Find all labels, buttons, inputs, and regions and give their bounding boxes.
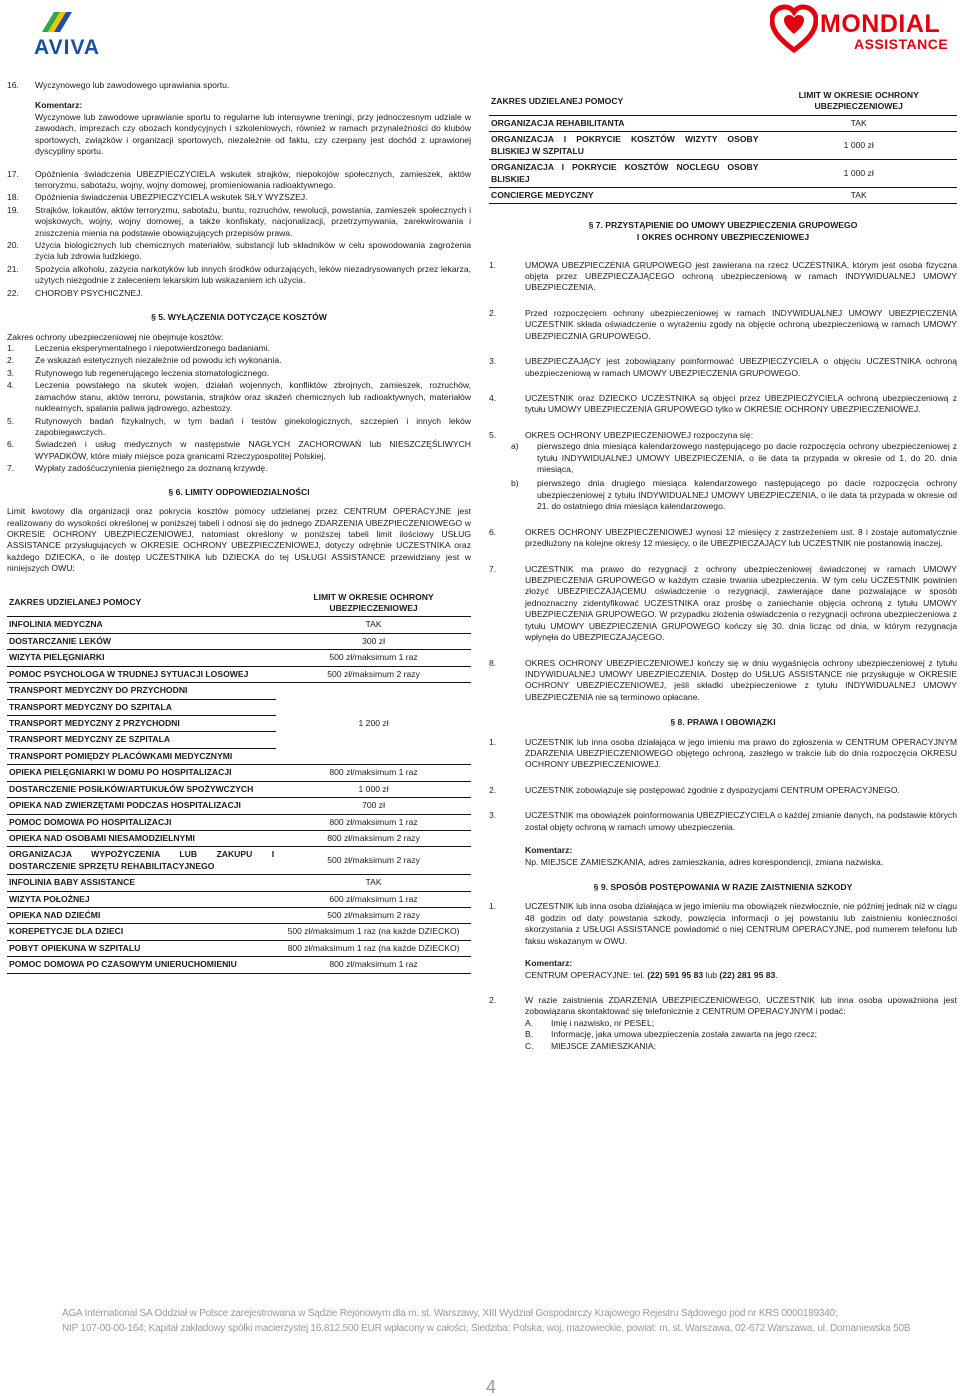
aviva-logo bbox=[34, 10, 114, 59]
limit-cell: TAK bbox=[276, 617, 471, 633]
mondial-wordmark: MONDIAL bbox=[820, 10, 941, 38]
section-6-text: Limit kwotowy dla organizacji oraz pokrycia kosztów pomocy udzielanej przez CENTRUM OPERACYJNE jest realizowany do wysokości określonej w poniższej tabeli i odnosi się do jednego ZDARZENIA UBEZPIECZENIOWEGO w OKRESIE OCHRONY UBEZPIECZENIOWEJ, natomiast określony w poniższej tabeli limit ilościowy USŁUG ASSISTANCE przysługujących w OKRESIE OCHRONY UBEZPIECZENIOWEJ, dotyczy odrębnie UCZESTNIKA oraz każdego DZIECKA, o ile dostęp UCZESTNIKA lub DZIECKA do tej USŁUGI ASSISTANCE przewidziany jest w niniejszych OWU: bbox=[7, 506, 471, 574]
list-item: 5. OKRES OCHRONY UBEZPIECZENIOWEJ rozpoczyna się: bbox=[489, 429, 754, 440]
section-8-title: § 8. PRAWA I OBOWIĄZKI bbox=[670, 717, 776, 728]
scope-cell: ORGANIZACJA I POKRYCIE KOSZTÓW NOCLEGU OSOBY BLISKIEJ bbox=[489, 160, 760, 188]
section-8-list bbox=[489, 737, 957, 834]
exclusion-list bbox=[7, 169, 471, 300]
scope-cell: DOSTARCZANIE LEKÓW bbox=[7, 633, 276, 649]
scope-cell: WIZYTA PIELĘGNIARKI bbox=[7, 650, 276, 666]
table-row bbox=[7, 683, 471, 699]
sublist-item: B. Informację, jaka umowa ubezpieczenia została zawarta na jego rzecz; bbox=[525, 1029, 818, 1040]
table-header-row bbox=[489, 88, 957, 115]
scope-cell: INFOLINIA MEDYCZNA bbox=[7, 617, 276, 633]
table-row bbox=[7, 957, 471, 973]
column-header-scope: ZAKRES UDZIELANEJ POMOCY bbox=[489, 88, 760, 115]
scope-cell: TRANSPORT MEDYCZNY DO PRZYCHODNI bbox=[7, 683, 276, 699]
limit-cell: 600 zł/maksimum 1 raz bbox=[276, 891, 471, 907]
list-item: 2. Przed rozpoczęciem ochrony ubezpieczeniowej w ramach INDYWIDUALNEJ UMOWY UBEZPIECZENIA UCZESTNIK składa oświadczenie o wyrażeniu zgody na objęcie ochroną ubezpieczeniową w ramach UMOWY UBEZPIECZNIA GRUPOWEGO. bbox=[489, 307, 957, 341]
comment-sport bbox=[7, 100, 471, 157]
limit-cell: 1 000 zł bbox=[760, 160, 957, 188]
table-row bbox=[7, 847, 471, 875]
limit-cell: 500 zł/maksimum 2 razy bbox=[276, 908, 471, 924]
scope-cell: ORGANIZACJA REHABILITANTA bbox=[489, 115, 760, 131]
limits-table-right bbox=[489, 88, 957, 204]
exclusion-item-16: 16. Wyczynowego lub zawodowego uprawiania sportu. bbox=[7, 80, 230, 90]
comment-phone bbox=[489, 958, 957, 981]
section-5-list bbox=[7, 343, 471, 475]
list-item: 4. Leczenia powstałego na skutek wojen, działań wojennych, konfliktów zbrojnych, zamieszek, rozruchów, zamachów stanu, aktów terroru, powstania, strajków oraz skażeń chemicznych lub radioaktywnych, materiałów nuklearnych, spalania paliwa jądrowego, azbestozy. bbox=[7, 380, 471, 414]
limit-cell: 300 zł bbox=[276, 633, 471, 649]
list-item: 1. UCZESTNIK lub inna osoba działająca w jego imieniu ma prawo do zgłoszenia w CENTRUM OPERACYJNYM ZDARZENIA UBEZPIECZENIOWEGO objętego ochroną, zaszłego w trakcie lub do dnia rozpoczęcia OKRESU OCHRONY UBEZPIECZENIOWEJ. bbox=[489, 736, 957, 770]
table-row bbox=[7, 781, 471, 797]
list-item: 19. Strajków, lokautów, aktów terroryzmu, sabotażu, buntu, rozruchów, rewolucji, powstania, zamieszek społecznych i wojskowych, wojny, wojny domowej, a także konfiskaty, nacjonalizacji, przetrzymywania, zarekwirowania i zniszczenia mienia na podstawie obowiązujących przepisów prawa. bbox=[7, 204, 471, 238]
list-item: 2. Ze wskazań estetycznych niezależnie od powodu ich wykonania. bbox=[7, 355, 282, 366]
scope-cell: OPIEKA PIELĘGNIARKI W DOMU PO HOSPITALIZACJI bbox=[7, 765, 276, 781]
table-row bbox=[7, 875, 471, 891]
table-row bbox=[7, 891, 471, 907]
comment-text: CENTRUM OPERACYJNE: tel. (22) 591 95 83 lub (22) 281 95 83. bbox=[525, 969, 778, 980]
scope-cell: POBYT OPIEKUNA W SZPITALU bbox=[7, 940, 276, 956]
page-number: 4 bbox=[486, 1377, 497, 1396]
limit-cell: 800 zł/maksimum 1 raz bbox=[276, 765, 471, 781]
sublist-item: b) pierwszego dnia drugiego miesiąca kalendarzowego następującego po dacie rozpoczęcia ochrony ubezpieczeniowej z tytułu INDYWIDUALNEJ UMOWY UBEZPIECZENIA, o ile data ta przypada w okresie od 21. do ostatniego dnia miesiąca kalendarzowego. bbox=[511, 478, 957, 512]
list-item: 22. CHOROBY PSYCHICZNEJ. bbox=[7, 287, 143, 298]
section-7-title: § 7. PRZYSTĄPIENIE DO UMOWY UBEZPIECZENIA GRUPOWEGO I OKRES OCHRONY UBEZPIECZENIOWEJ bbox=[588, 220, 858, 242]
scope-cell: WIZYTA POŁOŻNEJ bbox=[7, 891, 276, 907]
scope-cell: TRANSPORT MEDYCZNY Z PRZYCHODNI bbox=[7, 715, 276, 731]
comment-label: Komentarz: bbox=[525, 845, 573, 856]
footer-line-1: AGA International SA Oddział w Polsce zarejestrowana w Sądzie Rejonowym dla m. st. Warszawy, XIII Wydział Gospodarczy Krajowego Rejestru Sądowego pod nr KRS 0000189340; bbox=[62, 1308, 838, 1319]
limit-cell: 1 000 zł bbox=[760, 132, 957, 160]
table-row bbox=[7, 798, 471, 814]
list-item: 6. Świadczeń i usług medycznych w następstwie NAGŁYCH ZACHOROWAŃ lub NIESZCZĘŚLIWYCH WYPADKÓW, które miały miejsce poza granicami Rzeczypospolitej Polskiej. bbox=[7, 439, 471, 461]
list-item: 4. UCZESTNIK oraz DZIECKO UCZESTNIKA są objęci przez UBEZPIECZYCIELA ochroną ubezpieczeniową z tytułu UMOWY UBEZPIECZENIA GRUPOWEGO tylko w OKRESIE OCHRONY UBEZPIECZENIOWEJ. bbox=[489, 392, 957, 415]
column-header-scope: ZAKRES UDZIELANEJ POMOCY bbox=[7, 590, 276, 617]
table-row bbox=[7, 814, 471, 830]
list-item: 3. Rutynowego lub regenerującego leczenia stomatologicznego. bbox=[7, 367, 270, 378]
section-6-title: § 6. LIMITY ODPOWIEDZIALNOŚCI bbox=[168, 486, 310, 497]
table-header-row bbox=[7, 590, 471, 617]
limit-cell: 800 zł/maksimum 1 raz bbox=[276, 957, 471, 973]
section-9-item-1: 1. UCZESTNIK lub inna osoba działająca w jego imieniu ma obowiązek niezwłocznie, nie później jednak niż w ciągu 48 godzin od daty powstania szkody, powzięcia informacji o jej powstaniu lub zaistnieniu konieczności skorzystania z USŁUGI ASSISTANCE powiadomić o niej CENTRUM OPERACYJNE, pod numerem telefonu lub faksu wskazanym w OWU. bbox=[489, 901, 957, 946]
mondial-assistance-logo bbox=[770, 2, 950, 58]
limit-cell: 500 zł/maksimum 2 razy bbox=[276, 847, 471, 875]
list-item: 5. Rutynowych badań fizykalnych, w tym badań i testów ginekologicznych, szczepień i innych leków zapobiegawczych. bbox=[7, 415, 471, 437]
section-7-list bbox=[489, 260, 957, 704]
scope-cell: TRANSPORT POMIĘDZY PLACÓWKAMI MEDYCZNYMI bbox=[7, 748, 276, 764]
list-item: 18. Opóźnienia świadczenia UBEZPIECZYCIELA wskutek SIŁY WYŻSZEJ. bbox=[7, 192, 308, 203]
section-9-sublist bbox=[489, 1018, 957, 1052]
scope-cell: TRANSPORT MEDYCZNY DO SZPITALA bbox=[7, 699, 276, 715]
comment-label: Komentarz: bbox=[35, 100, 83, 111]
scope-cell: OPIEKA NAD ZWIERZĘTAMI PODCZAS HOSPITALIZACJI bbox=[7, 798, 276, 814]
table-row bbox=[7, 633, 471, 649]
limit-cell: TAK bbox=[276, 875, 471, 891]
scope-cell: OPIEKA NAD DZIEĆMI bbox=[7, 908, 276, 924]
table-row bbox=[7, 830, 471, 846]
phone-number-2[interactable]: (22) 281 95 83 bbox=[719, 969, 776, 980]
scope-cell: OPIEKA NAD OSOBAMI NIESAMODZIELNYMI bbox=[7, 830, 276, 846]
limit-cell: 800 zł/maksimum 2 razy bbox=[276, 830, 471, 846]
sublist-item: C. MIEJSCE ZAMIESZKANIA; bbox=[525, 1040, 657, 1051]
scope-cell: POMOC DOMOWA PO HOSPITALIZACJI bbox=[7, 814, 276, 830]
sublist-item: A. Imię i nazwisko, nr PESEL; bbox=[525, 1017, 655, 1028]
column-header-limit: LIMIT W OKRESIE OCHRONY UBEZPIECZENIOWEJ bbox=[276, 590, 471, 617]
sublist bbox=[489, 441, 957, 513]
table-row bbox=[489, 160, 957, 188]
mondial-heart-icon bbox=[770, 4, 818, 56]
list-item: 7. Wypłaty zadośćuczynienia pieniężnego za doznaną krzywdę. bbox=[7, 463, 268, 474]
list-item: 6. OKRES OCHRONY UBEZPIECZENIOWEJ wynosi 12 miesięcy z zastrzeżeniem ust. 8 i zostaje automatycznie przedłużony na kolejne okresy 12 miesięcy, o ile UBEZPIECZAJĄCY lub UCZESTNIK nie postanowią inaczej. bbox=[489, 526, 957, 549]
table-row bbox=[7, 617, 471, 633]
table-row bbox=[489, 132, 957, 160]
phone-number-1[interactable]: (22) 591 95 83 bbox=[647, 969, 704, 980]
scope-cell: TRANSPORT MEDYCZNY ZE SZPITALA bbox=[7, 732, 276, 748]
scope-cell: POMOC DOMOWA PO CZASOWYM UNIERUCHOMIENIU bbox=[7, 957, 276, 973]
list-item: 1. Leczenia eksperymentalnego i niepotwierdzonego badaniami. bbox=[7, 343, 271, 354]
limit-cell: 700 zł bbox=[276, 798, 471, 814]
limit-cell: 500 zł/maksimum 2 razy bbox=[276, 666, 471, 682]
scope-cell: ORGANIZACJA I POKRYCIE KOSZTÓW WIZYTY OSOBY BLISKIEJ W SZPITALU bbox=[489, 132, 760, 160]
comment-label: Komentarz: bbox=[525, 958, 573, 969]
scope-cell: CONCIERGE MEDYCZNY bbox=[489, 187, 760, 203]
table-row bbox=[7, 650, 471, 666]
comment-text: Np. MIEJSCE ZAMIESZKANIA, adres zamieszkania, adres korespondencji, zmiana nazwiska. bbox=[525, 856, 884, 867]
limit-cell: 500 zł/maksimum 1 raz (na każde DZIECKO) bbox=[276, 924, 471, 940]
scope-cell: KOREPETYCJE DLA DZIECI bbox=[7, 924, 276, 940]
list-item: 21. Spożycia alkoholu, zażycia narkotyków lub innych środków odurzających, leków niezadrysowanych przez lekarza, użytych niezgodnie z zaleceniem lekarskim lub wskazaniem ich użycia. bbox=[7, 263, 471, 286]
left-column bbox=[7, 80, 471, 974]
table-row bbox=[7, 940, 471, 956]
table-row bbox=[7, 666, 471, 682]
limit-cell: 1 000 zł bbox=[276, 781, 471, 797]
limit-cell: TAK bbox=[760, 187, 957, 203]
footer-line-2: NIP 107-00-00-164; Kapitał zakładowy spółki macierzystej 16.812.500 EUR wpłacony w całości; Siedziba: Polska, woj. mazowieckie, powiat: m. st. Warszawa, 02-672 Warszawa, ul. Domaniewska 50B bbox=[62, 1322, 911, 1334]
limit-cell: 800 zł/maksimum 1 raz (na każde DZIECKO) bbox=[276, 940, 471, 956]
list-item: 7. UCZESTNIK ma prawo do rezygnacji z ochrony ubezpieczeniowej świadczonej w ramach UMOWY UBEZPIECZENIA GRUPOWEGO w każdym czasie trwania ubezpieczenia. W tym celu UCZESTNIK powinien złożyć UBEZPIECZAJĄCEMU oświadczenie o rezygnacji, zawierające dane pozwalające w sposób jednoznaczny zidentyfikować UCZESTNIKA oraz prośbę o zaniechanie objęcia ochroną z tytułu UMOWY UBEZPIECZENIA GRUPOWEGO. W przypadku złożenia oświadczenia o rezygnacji ochrona ubezpieczeniowa z tytułu UMOWY UBEZPIECZENIA GRUPOWEGO kończy się 30. dnia licząc od dnia, w którym rezygnacja wpłynęła do UBEZPIECZAJĄCEGO. bbox=[489, 563, 957, 643]
right-column bbox=[489, 88, 957, 1052]
aviva-mark-icon bbox=[34, 10, 114, 34]
scope-cell: ORGANIZACJA WYPOŻYCZENIA LUB ZAKUPU I DOSTARCZENIE SPRZĘTU REHABILITACYJNEGO bbox=[7, 847, 276, 875]
section-5-title: § 5. WYŁĄCZENIA DOTYCZĄCE KOSZTÓW bbox=[151, 312, 327, 323]
sublist-item: a) pierwszego dnia miesiąca kalendarzowego następującego po dacie rozpoczęcia ochrony ubezpieczeniowej z tytułu INDYWIDUALNEJ UMOWY UBEZPIECZENIA, o ile data ta przypada w okresie od 1. do 20. dnia miesiąca, bbox=[511, 441, 957, 475]
list-item: 8. OKRES OCHRONY UBEZPIECZENIOWEJ kończy się w dniu wygaśnięcia ochrony ubezpieczeniowej z tytułu INDYWIDUALNEJ UMOWY UBEZPIECZENIA. Dostęp do USŁUG ASSISTANCE nie przysługuje w OKRESIE OCHRONY UBEZPIECZENIOWEJ, jeśli składki ubezpieczeniowe z tytułu INDYWIDUALNEJ UMOWY UBEZPIECZENIA nie są terminowo opłacane. bbox=[489, 657, 957, 702]
aviva-wordmark: AVIVA bbox=[34, 36, 101, 59]
table-row bbox=[7, 765, 471, 781]
scope-cell: POMOC PSYCHOLOGA W TRUDNEJ SYTUACJI LOSOWEJ bbox=[7, 666, 276, 682]
list-item: 20. Użycia biologicznych lub chemicznych materiałów, substancji lub składników w celu spowodowania zagrożenia życia lub zdrowia ludzkiego. bbox=[7, 240, 471, 262]
list-item: 3. UCZESTNIK ma obowiązek poinformowania UBEZPIECZYCIELA o każdej zmianie danych, na podstawie których został objęty ochroną w ramach umowy ubezpieczenia. bbox=[489, 810, 957, 832]
limits-table-left bbox=[7, 590, 471, 974]
comment-text: Wyczynowe lub zawodowe uprawianie sportu to regularne lub intensywne treningi, przy jednoczesnym udziale w zawodach, imprezach czy obozach kondycyjnych i szkoleniowych, również w ramach przynależności do klubów sportowych, związków i organizacji sportowych, niezależnie od faktu, czy czerpany jest dochód z uprawionej dyscypliny sportu. bbox=[35, 111, 471, 157]
section-9-title: § 9. SPOSÓB POSTĘPOWANIA W RAZIE ZAISTNIENIA SZKODY bbox=[593, 882, 853, 893]
scope-cell: INFOLINIA BABY ASSISTANCE bbox=[7, 875, 276, 891]
limit-cell: 800 zł/maksimum 1 raz bbox=[276, 814, 471, 830]
comment-address bbox=[489, 845, 957, 868]
section-9-item-2: 2. W razie zaistnienia ZDARZENIA UBEZPIECZENIOWEGO, UCZESTNIK lub inna osoba upoważniona jest zobowiązana skontaktować się telefonicznie z CENTRUM OPERACYJNYM i podać: bbox=[489, 994, 957, 1017]
column-header-limit: LIMIT W OKRESIE OCHRONY UBEZPIECZENIOWEJ bbox=[760, 88, 957, 115]
limit-cell: 500 zł/maksimum 1 raz bbox=[276, 650, 471, 666]
table-row bbox=[489, 115, 957, 131]
page-header bbox=[0, 0, 960, 64]
table-row bbox=[489, 187, 957, 203]
page-footer bbox=[62, 1307, 932, 1336]
list-item: 17. Opóźnienia świadczenia UBEZPIECZYCIELA wskutek strajków, niepokojów społecznych, zamieszek, aktów terroryzmu, sabotażu, wojny, wojny domowej, promieniowania radioaktywnego. bbox=[7, 168, 471, 190]
table-row bbox=[7, 908, 471, 924]
list-item: 2. UCZESTNIK zobowiązuje się postępować zgodnie z dyspozycjami CENTRUM OPERACYJNEGO. bbox=[489, 784, 900, 795]
table-row bbox=[7, 924, 471, 940]
section-5-intro: Zakres ochrony ubezpieczeniowej nie obejmuje kosztów: bbox=[7, 331, 224, 342]
scope-cell: DOSTARCZENIE POSIŁKÓW/ARTUKUŁÓW SPOŻYWCZYCH bbox=[7, 781, 276, 797]
limit-cell: TAK bbox=[760, 115, 957, 131]
list-item: 3. UBEZPIECZAJĄCY jest zobowiązany poinformować UBEZPIECZYCIELA o objęciu UCZESTNIKA ochroną ubezpieczeniową w ramach UMOWY UBEZPIECZENIA GRUPOWEGO. bbox=[489, 356, 957, 378]
limit-cell: 1 200 zł bbox=[276, 683, 471, 765]
assistance-wordmark: ASSISTANCE bbox=[854, 36, 949, 52]
list-item: 1. UMOWA UBEZPIECZENIA GRUPOWEGO jest zawierana na rzecz UCZESTNIKA, którym jest osoba fizyczna objęta przez UBEZPIECZAJĄCEGO ochroną ubezpieczeniową w ramach INDYWIDUALNEJ UMOWY UBEZPIECZENIA. bbox=[489, 259, 957, 293]
